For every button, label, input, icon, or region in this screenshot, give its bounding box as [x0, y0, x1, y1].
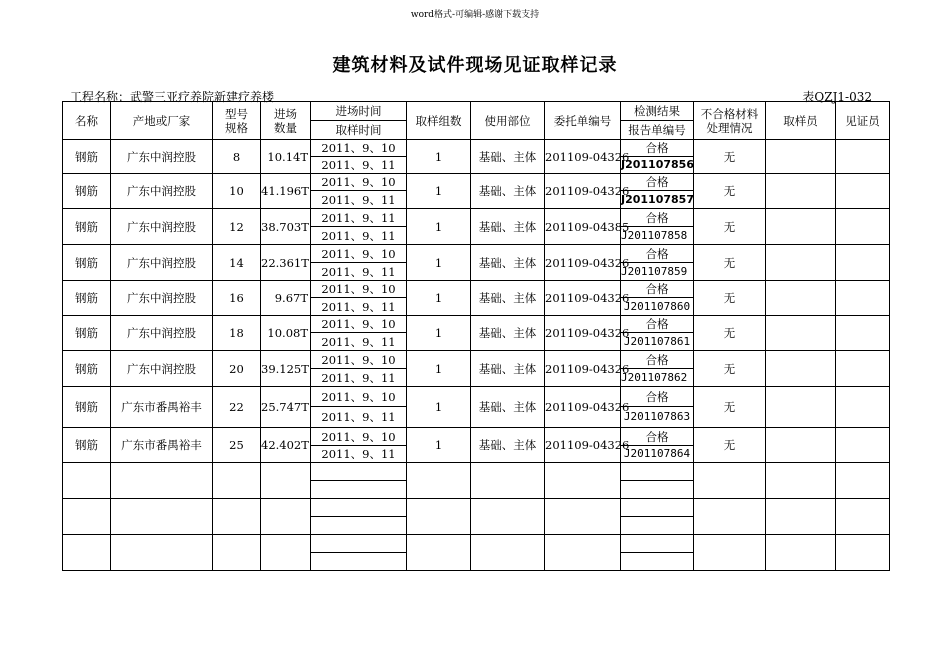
blank-cell: [311, 499, 407, 517]
cell-result: 合格: [621, 281, 694, 298]
cell-witness: [836, 281, 890, 316]
cell-result: 合格: [621, 209, 694, 227]
blank-cell: [311, 553, 407, 571]
cell-name: 钢筋: [63, 281, 111, 316]
blank-cell: [621, 463, 694, 481]
col-header-qty-line1: 进场: [274, 106, 297, 121]
col-header-handling-line1: 不合格材料: [700, 106, 759, 121]
cell-entry-date: 2011、9、10: [311, 245, 407, 263]
cell-sampler: [766, 281, 836, 316]
cell-name: 钢筋: [63, 140, 111, 174]
col-header-result: 检测结果: [621, 102, 694, 121]
project-name: 武警三亚疗养院新建疗养楼: [130, 90, 275, 104]
cell-groups: 1: [407, 387, 471, 428]
cell-report-no: J201107860: [621, 298, 694, 316]
cell-name: 钢筋: [63, 351, 111, 387]
cell-order-no: 201109-04326: [545, 245, 621, 281]
cell-handling: 无: [694, 281, 766, 316]
table-row: [63, 174, 890, 191]
blank-cell: [836, 463, 890, 499]
cell-handling: 无: [694, 209, 766, 245]
cell-handling: 无: [694, 316, 766, 351]
cell-handling: 无: [694, 140, 766, 174]
blank-cell: [471, 499, 545, 535]
cell-sample-date: 2011、9、11: [311, 263, 407, 281]
blank-cell: [63, 535, 111, 571]
cell-qty: 9.67T: [261, 281, 311, 316]
cell-order-no: 201109-04326: [545, 174, 621, 209]
cell-qty: 22.361T: [261, 245, 311, 281]
cell-groups: 1: [407, 316, 471, 351]
cell-origin: 广东中润控股: [111, 140, 213, 174]
col-header-sampler: 取样员: [766, 102, 836, 140]
table-row: [63, 428, 890, 446]
cell-result: 合格: [621, 428, 694, 446]
cell-spec: 20: [213, 351, 261, 387]
cell-report-no: J201107856: [621, 157, 694, 174]
cell-origin: 广东中润控股: [111, 281, 213, 316]
cell-witness: [836, 428, 890, 463]
blank-cell: [311, 463, 407, 481]
cell-handling: 无: [694, 245, 766, 281]
cell-name: 钢筋: [63, 316, 111, 351]
cell-entry-date: 2011、9、10: [311, 428, 407, 446]
page-title: 建筑材料及试件现场见证取样记录: [332, 55, 618, 76]
blank-cell: [836, 535, 890, 571]
cell-sampler: [766, 428, 836, 463]
cell-location: 基础、主体: [471, 281, 545, 316]
cell-origin: 广东中润控股: [111, 351, 213, 387]
col-header-location: 使用部位: [471, 102, 545, 140]
blank-cell: [261, 535, 311, 571]
cell-name: 钢筋: [63, 245, 111, 281]
blank-cell: [311, 517, 407, 535]
col-header-spec-line1: 型号: [225, 106, 248, 121]
cell-location: 基础、主体: [471, 387, 545, 428]
blank-cell: [261, 499, 311, 535]
blank-cell: [63, 499, 111, 535]
blank-cell: [621, 499, 694, 517]
cell-qty: 10.08T: [261, 316, 311, 351]
col-header-spec-line2: 规格: [225, 120, 248, 135]
cell-entry-date: 2011、9、10: [311, 140, 407, 157]
cell-origin: 广东中润控股: [111, 174, 213, 209]
header-row: [63, 102, 890, 121]
cell-origin: 广东中润控股: [111, 209, 213, 245]
cell-report-no: J201107859: [621, 263, 694, 281]
cell-sampler: [766, 174, 836, 209]
cell-groups: 1: [407, 281, 471, 316]
cell-spec: 18: [213, 316, 261, 351]
blank-cell: [407, 463, 471, 499]
cell-sample-date: 2011、9、11: [311, 407, 407, 428]
cell-qty: 38.703T: [261, 209, 311, 245]
blank-cell: [111, 463, 213, 499]
blank-cell: [545, 499, 621, 535]
table-row: [63, 316, 890, 333]
cell-sampler: [766, 387, 836, 428]
blank-cell: [766, 499, 836, 535]
cell-report-no: J201107863: [621, 407, 694, 428]
cell-result: 合格: [621, 351, 694, 369]
cell-location: 基础、主体: [471, 174, 545, 209]
blank-cell: [311, 481, 407, 499]
cell-location: 基础、主体: [471, 316, 545, 351]
cell-qty: 42.402T: [261, 428, 311, 463]
table-row: [63, 281, 890, 298]
cell-handling: 无: [694, 351, 766, 387]
cell-sampler: [766, 351, 836, 387]
cell-groups: 1: [407, 245, 471, 281]
cell-spec: 16: [213, 281, 261, 316]
col-header-entry-time: 进场时间: [311, 102, 407, 121]
cell-name: 钢筋: [63, 209, 111, 245]
cell-handling: 无: [694, 428, 766, 463]
form-code: 表QZJ1-032: [802, 90, 872, 104]
cell-origin: 广东市番禺裕丰: [111, 387, 213, 428]
cell-entry-date: 2011、9、10: [311, 281, 407, 298]
cell-witness: [836, 174, 890, 209]
cell-spec: 8: [213, 140, 261, 174]
sampling-record-table: [62, 101, 890, 571]
cell-result: 合格: [621, 140, 694, 157]
cell-qty: 39.125T: [261, 351, 311, 387]
cell-witness: [836, 316, 890, 351]
blank-cell: [621, 535, 694, 553]
blank-cell: [545, 535, 621, 571]
cell-location: 基础、主体: [471, 140, 545, 174]
cell-entry-date: 2011、9、10: [311, 351, 407, 369]
col-header-handling-line2: 处理情况: [706, 120, 753, 135]
cell-witness: [836, 140, 890, 174]
blank-cell: [766, 463, 836, 499]
cell-spec: 25: [213, 428, 261, 463]
col-header-sample-time: 取样时间: [311, 121, 407, 140]
col-header-witness: 见证员: [836, 102, 890, 140]
cell-spec: 12: [213, 209, 261, 245]
cell-location: 基础、主体: [471, 428, 545, 463]
cell-report-no: J201107864: [621, 446, 694, 463]
blank-cell: [63, 463, 111, 499]
col-header-order-no: 委托单编号: [545, 102, 621, 140]
cell-spec: 14: [213, 245, 261, 281]
col-header-qty: [261, 102, 311, 140]
cell-result: 合格: [621, 387, 694, 407]
blank-cell: [213, 463, 261, 499]
cell-order-no: 201109-04326: [545, 351, 621, 387]
cell-sample-date: 2011、9、11: [311, 157, 407, 174]
cell-result: 合格: [621, 316, 694, 333]
cell-groups: 1: [407, 351, 471, 387]
cell-spec: 22: [213, 387, 261, 428]
cell-result: 合格: [621, 245, 694, 263]
cell-order-no: 201109-04326: [545, 140, 621, 174]
blank-cell: [471, 535, 545, 571]
header-note: word格式-可编辑-感谢下载支持: [410, 10, 540, 20]
cell-groups: 1: [407, 140, 471, 174]
blank-row: [63, 499, 890, 517]
table-row: [63, 351, 890, 369]
cell-sample-date: 2011、9、11: [311, 369, 407, 387]
blank-cell: [836, 499, 890, 535]
project-label: 工程名称：: [70, 90, 131, 104]
cell-sample-date: 2011、9、11: [311, 227, 407, 245]
cell-report-no: J201107862: [621, 369, 694, 387]
blank-cell: [621, 553, 694, 571]
cell-witness: [836, 245, 890, 281]
cell-witness: [836, 387, 890, 428]
table-row: [63, 140, 890, 157]
cell-location: 基础、主体: [471, 209, 545, 245]
blank-cell: [407, 535, 471, 571]
blank-cell: [111, 535, 213, 571]
col-header-groups: 取样组数: [407, 102, 471, 140]
cell-qty: 10.14T: [261, 140, 311, 174]
blank-cell: [111, 499, 213, 535]
cell-sampler: [766, 140, 836, 174]
cell-sample-date: 2011、9、11: [311, 333, 407, 351]
cell-origin: 广东市番禺裕丰: [111, 428, 213, 463]
cell-origin: 广东中润控股: [111, 316, 213, 351]
cell-sample-date: 2011、9、11: [311, 298, 407, 316]
cell-witness: [836, 351, 890, 387]
cell-order-no: 201109-04326: [545, 387, 621, 428]
blank-cell: [694, 499, 766, 535]
cell-result: 合格: [621, 174, 694, 191]
cell-entry-date: 2011、9、10: [311, 387, 407, 407]
cell-name: 钢筋: [63, 387, 111, 428]
cell-groups: 1: [407, 209, 471, 245]
cell-groups: 1: [407, 174, 471, 209]
cell-report-no: J201107861: [621, 333, 694, 351]
cell-report-no: J201107858: [621, 227, 694, 245]
cell-spec: 10: [213, 174, 261, 209]
cell-name: 钢筋: [63, 174, 111, 209]
blank-cell: [471, 463, 545, 499]
col-header-spec: [213, 102, 261, 140]
blank-row: [63, 535, 890, 553]
cell-groups: 1: [407, 428, 471, 463]
cell-qty: 41.196T: [261, 174, 311, 209]
cell-order-no: 201109-04326: [545, 316, 621, 351]
cell-location: 基础、主体: [471, 351, 545, 387]
cell-order-no: 201109-04385: [545, 209, 621, 245]
col-header-qty-line2: 数量: [274, 120, 297, 135]
table-row: [63, 387, 890, 407]
cell-report-no: J201107857: [621, 191, 694, 209]
cell-sample-date: 2011、9、11: [311, 446, 407, 463]
blank-cell: [694, 535, 766, 571]
cell-order-no: 201109-04326: [545, 428, 621, 463]
table-row: [63, 209, 890, 227]
blank-row: [63, 463, 890, 481]
cell-handling: 无: [694, 174, 766, 209]
blank-cell: [621, 517, 694, 535]
col-header-name: 名称: [63, 102, 111, 140]
cell-witness: [836, 209, 890, 245]
cell-entry-date: 2011、9、11: [311, 209, 407, 227]
col-header-handling: [694, 102, 766, 140]
cell-entry-date: 2011、9、10: [311, 174, 407, 191]
cell-name: 钢筋: [63, 428, 111, 463]
cell-order-no: 201109-04326: [545, 281, 621, 316]
table-row: [63, 245, 890, 263]
blank-cell: [311, 535, 407, 553]
cell-entry-date: 2011、9、10: [311, 316, 407, 333]
cell-sampler: [766, 245, 836, 281]
cell-location: 基础、主体: [471, 245, 545, 281]
blank-cell: [621, 481, 694, 499]
blank-cell: [694, 463, 766, 499]
blank-cell: [766, 535, 836, 571]
cell-sampler: [766, 209, 836, 245]
blank-cell: [545, 463, 621, 499]
blank-cell: [261, 463, 311, 499]
col-header-report-no: 报告单编号: [621, 121, 694, 140]
cell-qty: 25.747T: [261, 387, 311, 428]
cell-origin: 广东中润控股: [111, 245, 213, 281]
cell-handling: 无: [694, 387, 766, 428]
blank-cell: [407, 499, 471, 535]
cell-sample-date: 2011、9、11: [311, 191, 407, 209]
blank-cell: [213, 499, 261, 535]
cell-sampler: [766, 316, 836, 351]
col-header-origin: 产地或厂家: [111, 102, 213, 140]
blank-cell: [213, 535, 261, 571]
